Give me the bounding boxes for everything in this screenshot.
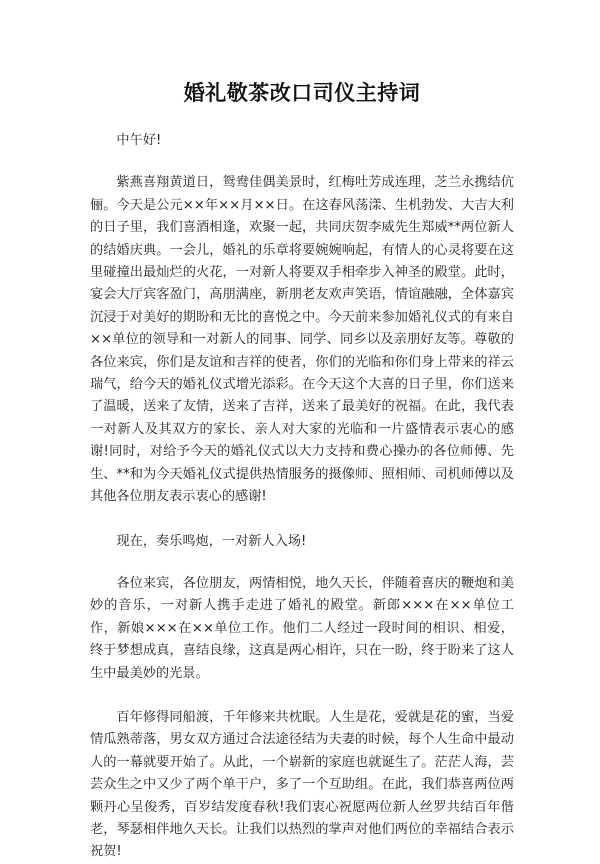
- paragraph-greeting: 中午好!: [116, 133, 162, 148]
- paragraph-entrance: 现在，奏乐鸣炮，一对新人入场!: [116, 533, 307, 549]
- document-title: 婚礼敬茶改口司仪主持词: [183, 81, 421, 105]
- paragraph-opening: 紫燕喜翔黄道日，鸳鸯佳偶美景时，红梅吐芳成连理，芝兰永携结伉俪。今天是公元××年××月××日。在这春风荡漾、生机勃发、大吉大利的日子里，我们喜酒相逢，欢聚一起，共同庆贺李威先生郑威**两位新人的结婚庆典。一会儿，婚礼的乐章将要婉婉响起，有情人的心灵将要在这里碰撞出最灿烂的火花，一对新人将要双手相牵步入神圣的殿堂。此时，宴会大厅宾客盈门，高朋满座，新朋老友欢声笑语，情谊融融，全体嘉宾沉浸于对美好的期盼和无比的喜悦之中。今天前来参加婚礼仪式的有来自××单位的领导和一对新人的同事、同学、同乡以及亲朋好友等。尊敬的各位来宾，你们是友谊和吉祥的使者，你们的光临和你们身上带来的祥云瑞气，给今天的婚礼仪式增光添彩。在今天这个大喜的日子里，你们送来了温暖，送来了友情，送来了吉祥，送来了最美好的祝福。在此，我代表一对新人及其双方的家长、亲人对大家的光临和一片盛情表示衷心的感谢!同时，对给予今天的婚礼仪式以大力支持和费心操办的各位师傅、先生、**和为今天婚礼仪式提供热情服务的摄像师、照相师、司机师傅以及其他各位朋友表示衷心的感谢!: [90, 175, 514, 505]
- paragraph-couple-intro: 各位来宾，各位朋友，两情相悦，地久天长，伴随着喜庆的鞭炮和美妙的音乐，一对新人携手走进了婚礼的殿堂。新郎×××在××单位工作，新娘×××在××单位工作。他们二人经过一段时间的相识、相爱，终于梦想成真，喜结良缘，这真是两心相许，只在一盼，终于盼来了这人生中最美妙的光景。: [90, 575, 514, 681]
- paragraph-blessing: 百年修得同船渡，千年修来共枕眠。人生是花，爱就是花的蜜，当爱情瓜熟蒂落，男女双方通过合法途径结为夫妻的时候，每个人生命中最动人的一幕就要开始了。从此，一个崭新的家庭也就诞生了。茫茫人海，芸芸众生之中又少了两个单干户，多了一个互助组。在此，我们恭喜两位两颗丹心呈俊秀，百岁结发度春秋!我们衷心祝愿两位新人丝罗共结百年偕老，琴瑟相伴地久天长。让我们以热烈的掌声对他们两位的幸福结合表示祝贺!: [90, 709, 514, 860]
